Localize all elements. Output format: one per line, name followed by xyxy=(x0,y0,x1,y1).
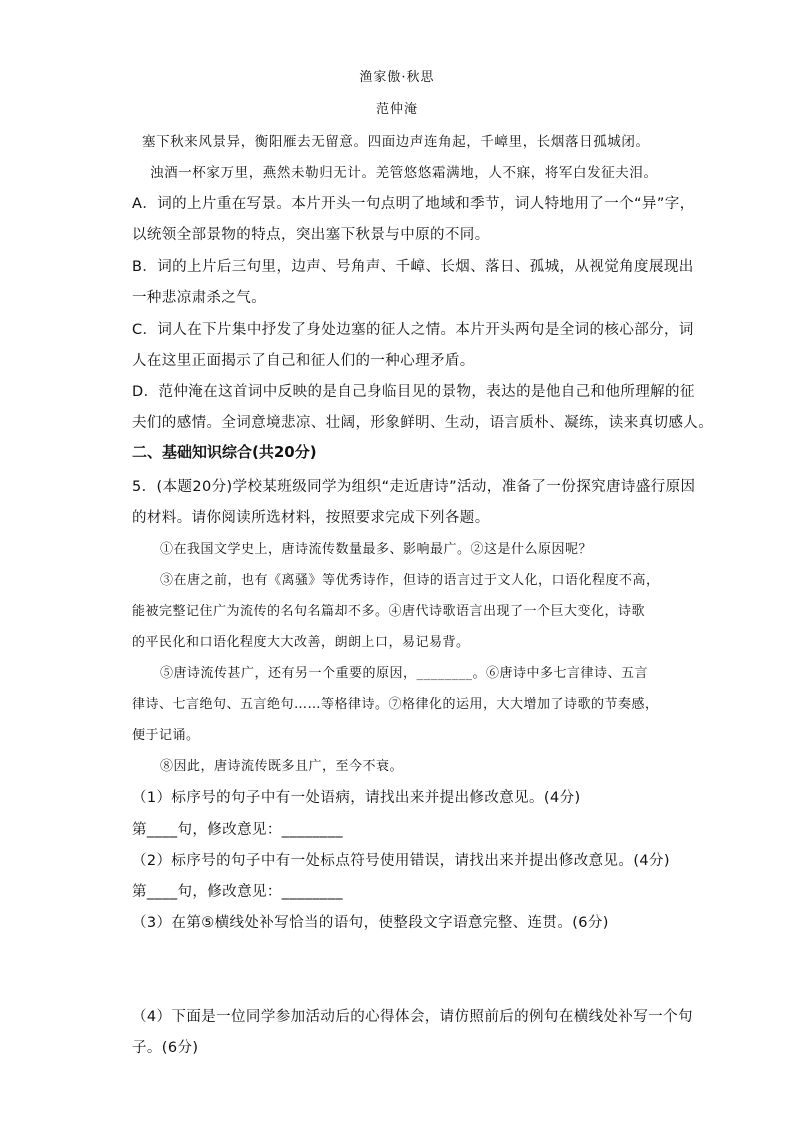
option-d-line: D．范仲淹在这首词中反映的是自己身临目见的景物，表达的是他自己和他所理解的征 xyxy=(132,384,695,400)
material-line: ③在唐之前，也有《离骚》等优秀诗作，但诗的语言过于文人化，口语化程度不高， xyxy=(160,573,660,588)
subquestion-2: （2）标序号的句子中有一处标点符号使用错误，请找出来并提出修改意见。(4分) xyxy=(132,853,670,869)
material-line: 便于记诵。 xyxy=(132,728,200,743)
option-c-line: C．词人在下片集中抒发了身处边塞的征人之情。本片开头两句是全词的核心部分，词 xyxy=(132,322,694,338)
option-b-line: B．词的上片后三句里，边声、号角声、千嶂、长烟、落日、孤城，从视觉角度展现出 xyxy=(132,259,694,275)
material-line: 律诗、七言绝句、五言绝句……等格律诗。⑦格律化的运用，大大增加了诗歌的节奏感， xyxy=(132,697,659,712)
subquestion-1: （1）标序号的句子中有一处语病，请找出来并提出修改意见。(4分) xyxy=(132,790,581,806)
material-line: 能被完整记住广为流传的名句名篇却不多。④唐代诗歌语言出现了一个巨大变化，诗歌 xyxy=(132,604,646,619)
poem-line: 塞下秋来风景异，衡阳雁去无留意。四面边声连角起，千嶂里，长烟落日孤城闭。 xyxy=(142,134,650,150)
answer-blank-line: 第____句，修改意见：________ xyxy=(132,884,343,900)
option-c-line: 人在这里正面揭示了自己和征人们的一种心理矛盾。 xyxy=(132,353,475,369)
poem-author: 范仲淹 xyxy=(375,102,418,117)
section-heading: 二、基础知识综合(共20分) xyxy=(132,443,317,461)
subquestion-4: （4）下面是一位同学参加活动后的心得体会，请仿照前后的例句在横线处补写一个句 xyxy=(132,1009,693,1025)
subquestion-4-cont: 子。(6分) xyxy=(132,1040,199,1056)
material-line: ①在我国文学史上，唐诗流传数量最多、影响最广。②这是什么原因呢？ xyxy=(160,542,593,557)
option-d-line: 夫们的感情。全词意境悲凉、壮阔，形象鲜明、生动，语言质朴、凝练，读来真切感人。 xyxy=(132,415,714,431)
question-5-line: 的材料。请你阅读所选材料，按照要求完成下列各题。 xyxy=(132,510,490,526)
material-line: ⑧因此，唐诗流传既多且广，至今不衰。 xyxy=(160,759,404,774)
poem-line: 浊酒一杯家万里，燕然未勒归无计。羌管悠悠霜满地，人不寐，将军白发征夫泪。 xyxy=(150,165,658,181)
option-a-line: A．词的上片重在写景。本片开头一句点明了地域和季节，词人特地用了一个“异”字， xyxy=(132,196,695,212)
option-a-line: 以统领全部景物的特点，突出塞下秋景与中原的不同。 xyxy=(132,227,490,243)
question-5-line: 5．(本题20分)学校某班级同学为组织“走近唐诗”活动，准备了一份探究唐诗盛行原因 xyxy=(132,479,696,495)
answer-blank-line: 第____句，修改意见：________ xyxy=(132,822,343,838)
option-b-line: 一种悲凉肃杀之气。 xyxy=(132,290,267,306)
subquestion-3: （3）在第⑤横线处补写恰当的语句，使整段文字语意完整、连贯。(6分) xyxy=(132,915,609,931)
material-line: ⑤唐诗流传甚广，还有另一个重要的原因，________。⑥唐诗中多七言律诗、五言 xyxy=(160,666,649,681)
material-line: 的平民化和口语化程度大大改善，朗朗上口，易记易背。 xyxy=(132,635,470,650)
poem-title: 渔家傲·秋思 xyxy=(359,70,435,85)
